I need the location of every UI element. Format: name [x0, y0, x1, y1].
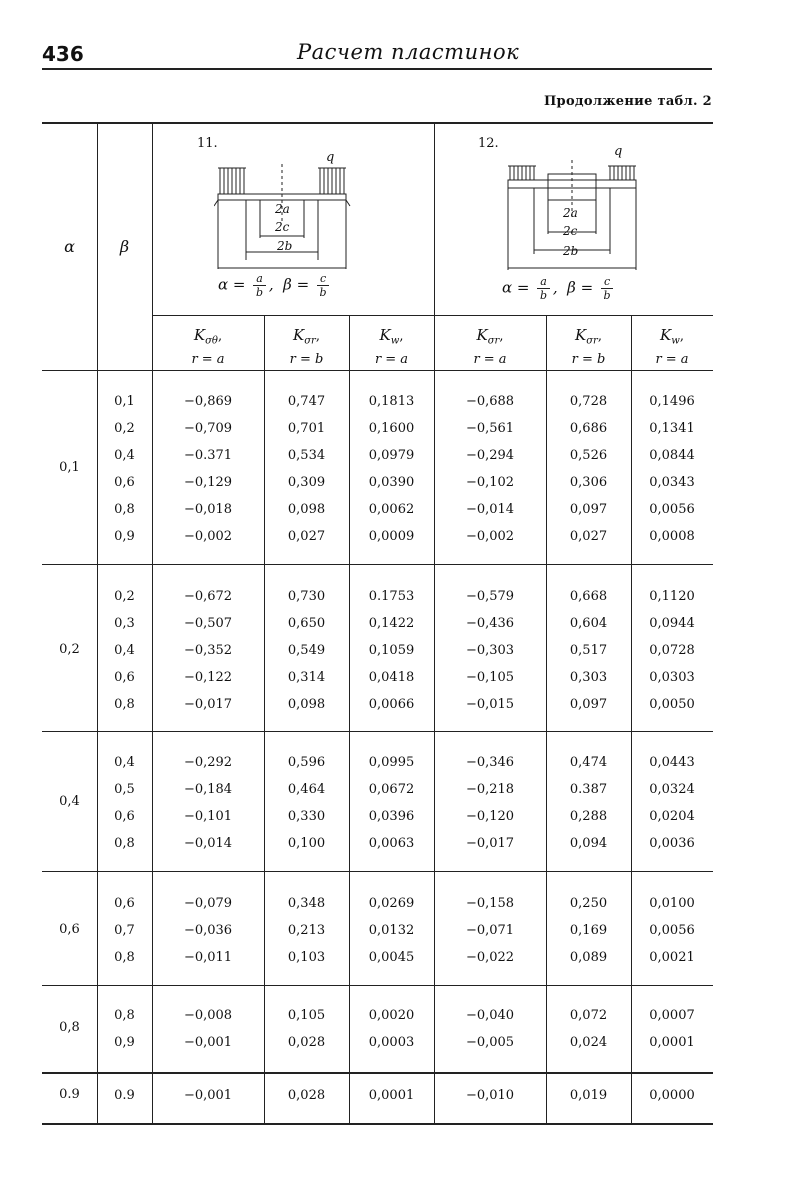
coefficient-cell: 0,0021 — [649, 950, 695, 965]
beta-value: 0,8 — [114, 697, 135, 712]
coefficient-cell: 0,0056 — [649, 923, 695, 938]
coefficient-cell: 0,0443 — [649, 755, 695, 770]
coefficient-cell: −0,071 — [465, 923, 515, 938]
case-11-number: 11. — [197, 136, 218, 151]
coefficient-cell: −0,005 — [465, 1035, 515, 1050]
page-number: 436 — [42, 42, 84, 66]
coefficient-cell: 0,0062 — [368, 502, 415, 517]
beta-value: 0,5 — [114, 782, 135, 797]
beta-value: 0,3 — [114, 616, 135, 631]
table-continuation-note: Продолжение табл. 2 — [543, 94, 712, 109]
coefficient-cell: −0,672 — [183, 589, 233, 604]
k-header-12-2: $K_{\sigma r}$, r = b — [571, 326, 606, 367]
coefficient-cell: −0,105 — [465, 670, 515, 685]
coefficient-cell: −0,561 — [465, 421, 515, 436]
beta-value: 0.9 — [114, 1088, 135, 1103]
alpha-value: 0,6 — [59, 921, 80, 937]
coefficient-cell: −0,022 — [465, 950, 515, 965]
coefficient-cell: 0,103 — [287, 950, 326, 965]
coefficient-cell: 0,0063 — [368, 836, 415, 851]
coefficient-cell: 0.387 — [569, 782, 608, 797]
coefficient-cell: 0,1813 — [368, 394, 415, 409]
coefficient-cell: −0,101 — [183, 809, 233, 824]
coefficient-cell: −0,346 — [465, 755, 515, 770]
running-title: Расчет пластинок — [297, 40, 520, 64]
coefficient-cell: −0,036 — [183, 923, 233, 938]
coefficient-cell: 0,089 — [569, 950, 608, 965]
beta-value: 0,8 — [114, 836, 135, 851]
coefficient-cell: 0,728 — [569, 394, 608, 409]
beta-value: 0,8 — [114, 1008, 135, 1023]
coefficient-cell: 0,0066 — [368, 697, 415, 712]
coefficient-cell: −0,002 — [465, 529, 515, 544]
coefficient-cell: 0,0100 — [649, 896, 695, 911]
case-12-dim-2c: 2c — [563, 224, 578, 238]
coefficient-cell: 0,0045 — [368, 950, 415, 965]
coefficient-cell: −0,120 — [465, 809, 515, 824]
coefficient-cell: 0,1496 — [649, 394, 695, 409]
coefficient-cell: 0,0003 — [368, 1035, 415, 1050]
coefficient-cell: 0,019 — [569, 1088, 608, 1103]
beta-value: 0,9 — [114, 529, 135, 544]
coefficient-cell: −0,017 — [183, 697, 233, 712]
coefficient-cell: 0,0001 — [368, 1088, 415, 1103]
k-header-12-1: $K_{\sigma r}$, r = a — [473, 326, 507, 367]
coefficient-cell: 0,1600 — [368, 421, 415, 436]
coefficient-cell: −0,014 — [465, 502, 515, 517]
coefficient-cell: −0,294 — [465, 448, 515, 463]
coefficient-cell: 0,526 — [569, 448, 608, 463]
coefficient-cell: 0,0001 — [649, 1035, 695, 1050]
coefficient-cell: 0,0036 — [649, 836, 695, 851]
coefficient-cell: 0,0056 — [649, 502, 695, 517]
beta-value: 0,4 — [114, 448, 135, 463]
coefficient-cell: 0,650 — [287, 616, 326, 631]
coefficient-cell: −0,002 — [183, 529, 233, 544]
k-header-11-1: $K_{\sigma\theta}$, r = a — [191, 326, 225, 367]
coefficient-cell: 0,303 — [569, 670, 608, 685]
coefficient-cell: 0,701 — [287, 421, 326, 436]
beta-value: 0,9 — [114, 1035, 135, 1050]
coefficient-cell: −0,122 — [183, 670, 233, 685]
k-header-11-2: $K_{\sigma r}$, r = b — [289, 326, 324, 367]
coefficient-cell: 0,0008 — [649, 529, 695, 544]
case-11-dim-2b: 2b — [277, 239, 293, 253]
coefficient-cell: 0,0269 — [368, 896, 415, 911]
case-12-number: 12. — [478, 136, 499, 151]
coefficient-cell: 0,668 — [569, 589, 608, 604]
case-12-formula: α = $\frac{a}{b}$ , β = $\frac{c}{b}$ — [502, 275, 616, 302]
beta-value: 0,6 — [114, 670, 135, 685]
coefficient-cell: −0,158 — [465, 896, 515, 911]
beta-value: 0,6 — [114, 809, 135, 824]
beta-value: 0,6 — [114, 475, 135, 490]
alpha-value: 0.9 — [59, 1086, 80, 1102]
case-11-plate-diagram — [214, 164, 354, 269]
case-12-dim-2b: 2b — [563, 244, 579, 258]
coefficient-cell: 0.1753 — [368, 589, 415, 604]
coefficient-cell: 0,024 — [569, 1035, 608, 1050]
coefficient-cell: −0,011 — [183, 950, 233, 965]
coefficient-cell: −0,709 — [183, 421, 233, 436]
coefficient-cell: 0,0204 — [649, 809, 695, 824]
coefficient-cell: 0,105 — [287, 1008, 326, 1023]
coefficient-cell: 0,094 — [569, 836, 608, 851]
coefficient-cell: −0,015 — [465, 697, 515, 712]
coefficient-cell: 0,288 — [569, 809, 608, 824]
coefficient-cell: 0,072 — [569, 1008, 608, 1023]
coefficient-cell: 0,0396 — [368, 809, 415, 824]
coefficient-cell: −0,102 — [465, 475, 515, 490]
coefficient-cell: −0,292 — [183, 755, 233, 770]
coefficient-cell: −0,008 — [183, 1008, 233, 1023]
beta-value: 0,6 — [114, 896, 135, 911]
coefficient-cell: 0,330 — [287, 809, 326, 824]
coefficient-cell: 0,0050 — [649, 697, 695, 712]
coefficient-cell: 0,0672 — [368, 782, 415, 797]
coefficients-table — [42, 122, 713, 1125]
k-header-12-3: $K_w$, r = a — [655, 326, 689, 367]
beta-value: 0,1 — [114, 394, 135, 409]
coefficient-cell: 0,028 — [287, 1035, 326, 1050]
coefficient-cell: 0,0995 — [368, 755, 415, 770]
coefficient-cell: 0,306 — [569, 475, 608, 490]
coefficient-cell: −0,688 — [465, 394, 515, 409]
coefficient-cell: 0,100 — [287, 836, 326, 851]
beta-column-header: β — [119, 237, 130, 256]
coefficient-cell: 0,464 — [287, 782, 326, 797]
coefficient-cell: −0,040 — [465, 1008, 515, 1023]
coefficient-cell: 0,0728 — [649, 643, 695, 658]
coefficient-cell: 0,0009 — [368, 529, 415, 544]
coefficient-cell: −0,017 — [465, 836, 515, 851]
coefficient-cell: 0,0944 — [649, 616, 695, 631]
coefficient-cell: −0,303 — [465, 643, 515, 658]
coefficient-cell: 0,314 — [287, 670, 326, 685]
coefficient-cell: 0,549 — [287, 643, 326, 658]
beta-value: 0,8 — [114, 502, 135, 517]
coefficient-cell: 0,098 — [287, 502, 326, 517]
coefficient-cell: 0,250 — [569, 896, 608, 911]
alpha-value: 0,1 — [59, 460, 80, 475]
coefficient-cell: −0,018 — [183, 502, 233, 517]
coefficient-cell: 0,1341 — [649, 421, 695, 436]
case-11-dim-2a: 2a — [275, 202, 290, 216]
coefficient-cell: −0,014 — [183, 836, 233, 851]
coefficient-cell: 0,0844 — [649, 448, 695, 463]
coefficient-cell: 0,474 — [569, 755, 608, 770]
case-11-formula: α = $\frac{a}{b}$ , β = $\frac{c}{b}$ — [218, 272, 332, 299]
coefficient-cell: 0,027 — [287, 529, 326, 544]
coefficient-cell: 0,0000 — [649, 1088, 695, 1103]
coefficient-cell: −0,436 — [465, 616, 515, 631]
coefficient-cell: 0,309 — [287, 475, 326, 490]
coefficient-cell: 0,517 — [569, 643, 608, 658]
coefficient-cell: 0,0390 — [368, 475, 415, 490]
beta-value: 0,7 — [114, 923, 135, 938]
case-12-dim-2a: 2a — [563, 206, 578, 220]
beta-value: 0,2 — [114, 589, 135, 604]
alpha-value: 0,2 — [59, 641, 80, 657]
alpha-value: 0,4 — [59, 794, 80, 809]
case-11-dim-2c: 2c — [275, 220, 290, 234]
case-11-load-label: q — [326, 150, 335, 165]
coefficient-cell: 0,534 — [287, 448, 326, 463]
coefficient-cell: 0,0020 — [368, 1008, 415, 1023]
case-12-load-label: q — [614, 144, 623, 159]
coefficient-cell: −0,079 — [183, 896, 233, 911]
coefficient-cell: −0,352 — [183, 643, 233, 658]
coefficient-cell: 0,098 — [287, 697, 326, 712]
beta-value: 0,2 — [114, 421, 135, 436]
beta-value: 0,4 — [114, 755, 135, 770]
coefficient-cell: 0,604 — [569, 616, 608, 631]
coefficient-cell: 0,686 — [569, 421, 608, 436]
coefficient-cell: 0,213 — [287, 923, 326, 938]
coefficient-cell: 0,097 — [569, 697, 608, 712]
coefficient-cell: 0,0979 — [368, 448, 415, 463]
coefficient-cell: −0,869 — [183, 394, 233, 409]
k-header-11-3: $K_w$, r = a — [374, 326, 409, 367]
alpha-value: 0,8 — [59, 1020, 80, 1035]
coefficient-cell: 0,747 — [287, 394, 326, 409]
coefficient-cell: −0,001 — [183, 1088, 233, 1103]
coefficient-cell: 0,0007 — [649, 1008, 695, 1023]
coefficient-cell: 0,028 — [287, 1088, 326, 1103]
coefficient-cell: 0,1059 — [368, 643, 415, 658]
beta-value: 0,4 — [114, 643, 135, 658]
alpha-column-header: α — [64, 237, 75, 256]
coefficient-cell: 0,0418 — [368, 670, 415, 685]
coefficient-cell: 0,348 — [287, 896, 326, 911]
page-header — [42, 30, 712, 70]
coefficient-cell: 0,596 — [287, 755, 326, 770]
coefficient-cell: 0,097 — [569, 502, 608, 517]
coefficient-cell: −0,579 — [465, 589, 515, 604]
coefficient-cell: −0,001 — [183, 1035, 233, 1050]
coefficient-cell: −0,218 — [465, 782, 515, 797]
coefficient-cell: 0,0303 — [649, 670, 695, 685]
coefficient-cell: −0,184 — [183, 782, 233, 797]
coefficient-cell: −0,507 — [183, 616, 233, 631]
coefficient-cell: −0,129 — [183, 475, 233, 490]
coefficient-cell: 0,730 — [287, 589, 326, 604]
coefficient-cell: 0,169 — [569, 923, 608, 938]
coefficient-cell: 0,0343 — [649, 475, 695, 490]
coefficient-cell: −0.371 — [183, 448, 233, 463]
coefficient-cell: 0,0324 — [649, 782, 695, 797]
coefficient-cell: 0,027 — [569, 529, 608, 544]
coefficient-cell: −0,010 — [465, 1088, 515, 1103]
coefficient-cell: 0,1422 — [368, 616, 415, 631]
coefficient-cell: 0,1120 — [649, 589, 695, 604]
beta-value: 0,8 — [114, 950, 135, 965]
coefficient-cell: 0,0132 — [368, 923, 415, 938]
